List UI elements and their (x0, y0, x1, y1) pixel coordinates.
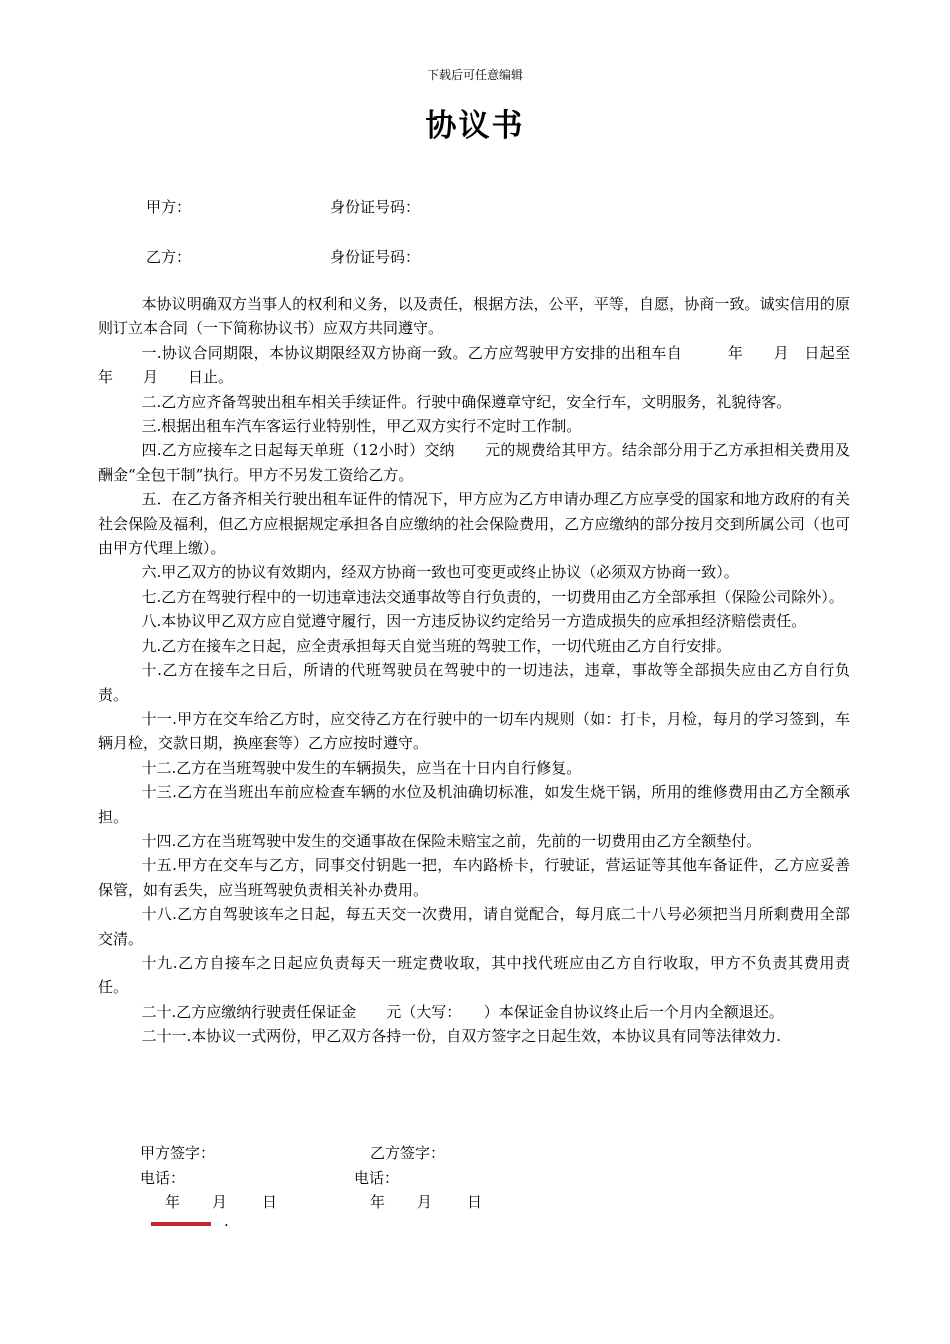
party-a-id-label: 身份证号码： (330, 198, 421, 216)
party-b-phone-label: 电话： (354, 1169, 400, 1187)
paragraph-intro: 本协议明确双方当事人的权利和义务，以及责任，根据方法，公平，平等，自愿，协商一致。诚实信用的原则订立本合同（一下简称协议书）应双方共同遵守。 (98, 295, 850, 338)
agreement-body (98, 292, 881, 1049)
clause-8: 八.本协议甲乙双方应自觉遵守履行，因一方违反协议约定给另一方造成损失的应承担经济赔偿责任。 (141, 612, 807, 631)
footer-dot: . (224, 1212, 229, 1230)
party-a-day-label: 日 (262, 1193, 278, 1211)
party-b-signature-label: 乙方签字： (370, 1144, 446, 1162)
party-b-day-label: 日 (467, 1193, 483, 1211)
party-a-phone-label: 电话： (140, 1169, 186, 1187)
red-underline-mark (151, 1222, 211, 1226)
party-b-id-label: 身份证号码： (330, 248, 421, 266)
clause-2: 二.乙方应齐备驾驶出租车相关手续证件。行驶中确保遵章守纪，安全行车，文明服务，礼貌待客。 (141, 392, 792, 411)
clause-10: 十.乙方在接车之日后，所请的代班驾驶员在驾驶中的一切违法，违章，事故等全部损失应由乙方自行负责。 (98, 661, 850, 704)
party-a-month-label: 月 (212, 1193, 228, 1211)
party-a-line (146, 196, 421, 217)
party-b-line (146, 246, 421, 267)
header-note: 下载后可任意编辑 (426, 68, 523, 82)
clause-12: 十二.乙方在当班驾驶中发生的车辆损失，应当在十日内自行修复。 (141, 758, 582, 777)
clause-5: 五．在乙方备齐相关行驶出租车证件的情况下，甲方应为乙方申请办理乙方应享受的国家和地方政府的有关社会保险及福利，但乙方应根据规定承担各自应缴纳的社会保险费用，乙方应缴纳的部分按月交到所属公司（也可由甲方代理上缴）。 (98, 490, 850, 558)
party-b-year-label: 年 (370, 1193, 386, 1211)
clause-9: 九.乙方在接车之日起，应全责承担每天自觉当班的驾驶工作，一切代班由乙方自行安排。 (141, 636, 732, 655)
clause-6: 六.甲乙双方的协议有效期内，经双方协商一致也可变更或终止协议（必须双方协商一致）。 (141, 563, 739, 582)
clause-13: 十三.乙方在当班出车前应检查车辆的水位及机油确切标准，如发生烧干锅，所用的维修费用由乙方全额承担。 (98, 783, 850, 826)
clause-11: 十一.甲方在交车给乙方时，应交待乙方在行驶中的一切车内规则（如：打卡，月检，每月的学习签到，车辆月检，交款日期，换座套等）乙方应按时遵守。 (98, 709, 850, 753)
party-a-signature-label: 甲方签字： (140, 1144, 216, 1162)
clause-21: 二十一.本协议一式两份，甲乙双方各持一份，自双方签字之日起生效，本协议具有同等法律效力. (141, 1027, 782, 1046)
clause-19: 十九.乙方自接车之日起应负责每天一班定费收取，其中找代班应由乙方自行收取，甲方不负责其费用责任。 (98, 953, 850, 997)
clause-20: 二十.乙方应缴纳行驶责任保证金 元（大写： ）本保证金自协议终止后一个月内全额退还。 (141, 1002, 784, 1021)
clause-4: 四.乙方应接车之日起每天单班（12小时）交纳 元的规费给其甲方。结余部分用于乙方承担相关费用及酬金“全包干制”执行。甲方不另发工资给乙方。 (98, 441, 850, 484)
party-b-month-label: 月 (417, 1193, 433, 1211)
party-a-year-label: 年 (165, 1193, 181, 1211)
clause-3: 三.根据出租车汽车客运行业特别性，甲乙双方实行不定时工作制。 (141, 417, 582, 436)
clause-1: 一.协议合同期限，本协议期限经双方协商一致。乙方应驾驶甲方安排的出租车自 年 月 日起至 年 月 日止。 (98, 343, 881, 387)
party-a-label: 甲方： (146, 198, 192, 216)
clause-15: 十五.甲方在交车与乙方，同事交付钥匙一把，车内路桥卡，行驶证，营运证等其他车备证件，乙方应妥善保管，如有丢失，应当班驾驶负责相关补办费用。 (98, 856, 850, 899)
document-title: 协议书 (425, 108, 525, 144)
party-b-label: 乙方： (146, 248, 192, 266)
clause-14: 十四.乙方在当班驾驶中发生的交通事故在保险未赔宝之前，先前的一切费用由乙方全额垫付。 (141, 831, 762, 850)
clause-7: 七.乙方在驾驶行程中的一切违章违法交通事故等自行负责的，一切费用由乙方全部承担（保险公司除外）。 (141, 587, 844, 606)
clause-18: 十八.乙方自驾驶该车之日起，每五天交一次费用，请自觉配合，每月底二十八号必须把当月所剩费用全部交清。 (98, 905, 850, 948)
